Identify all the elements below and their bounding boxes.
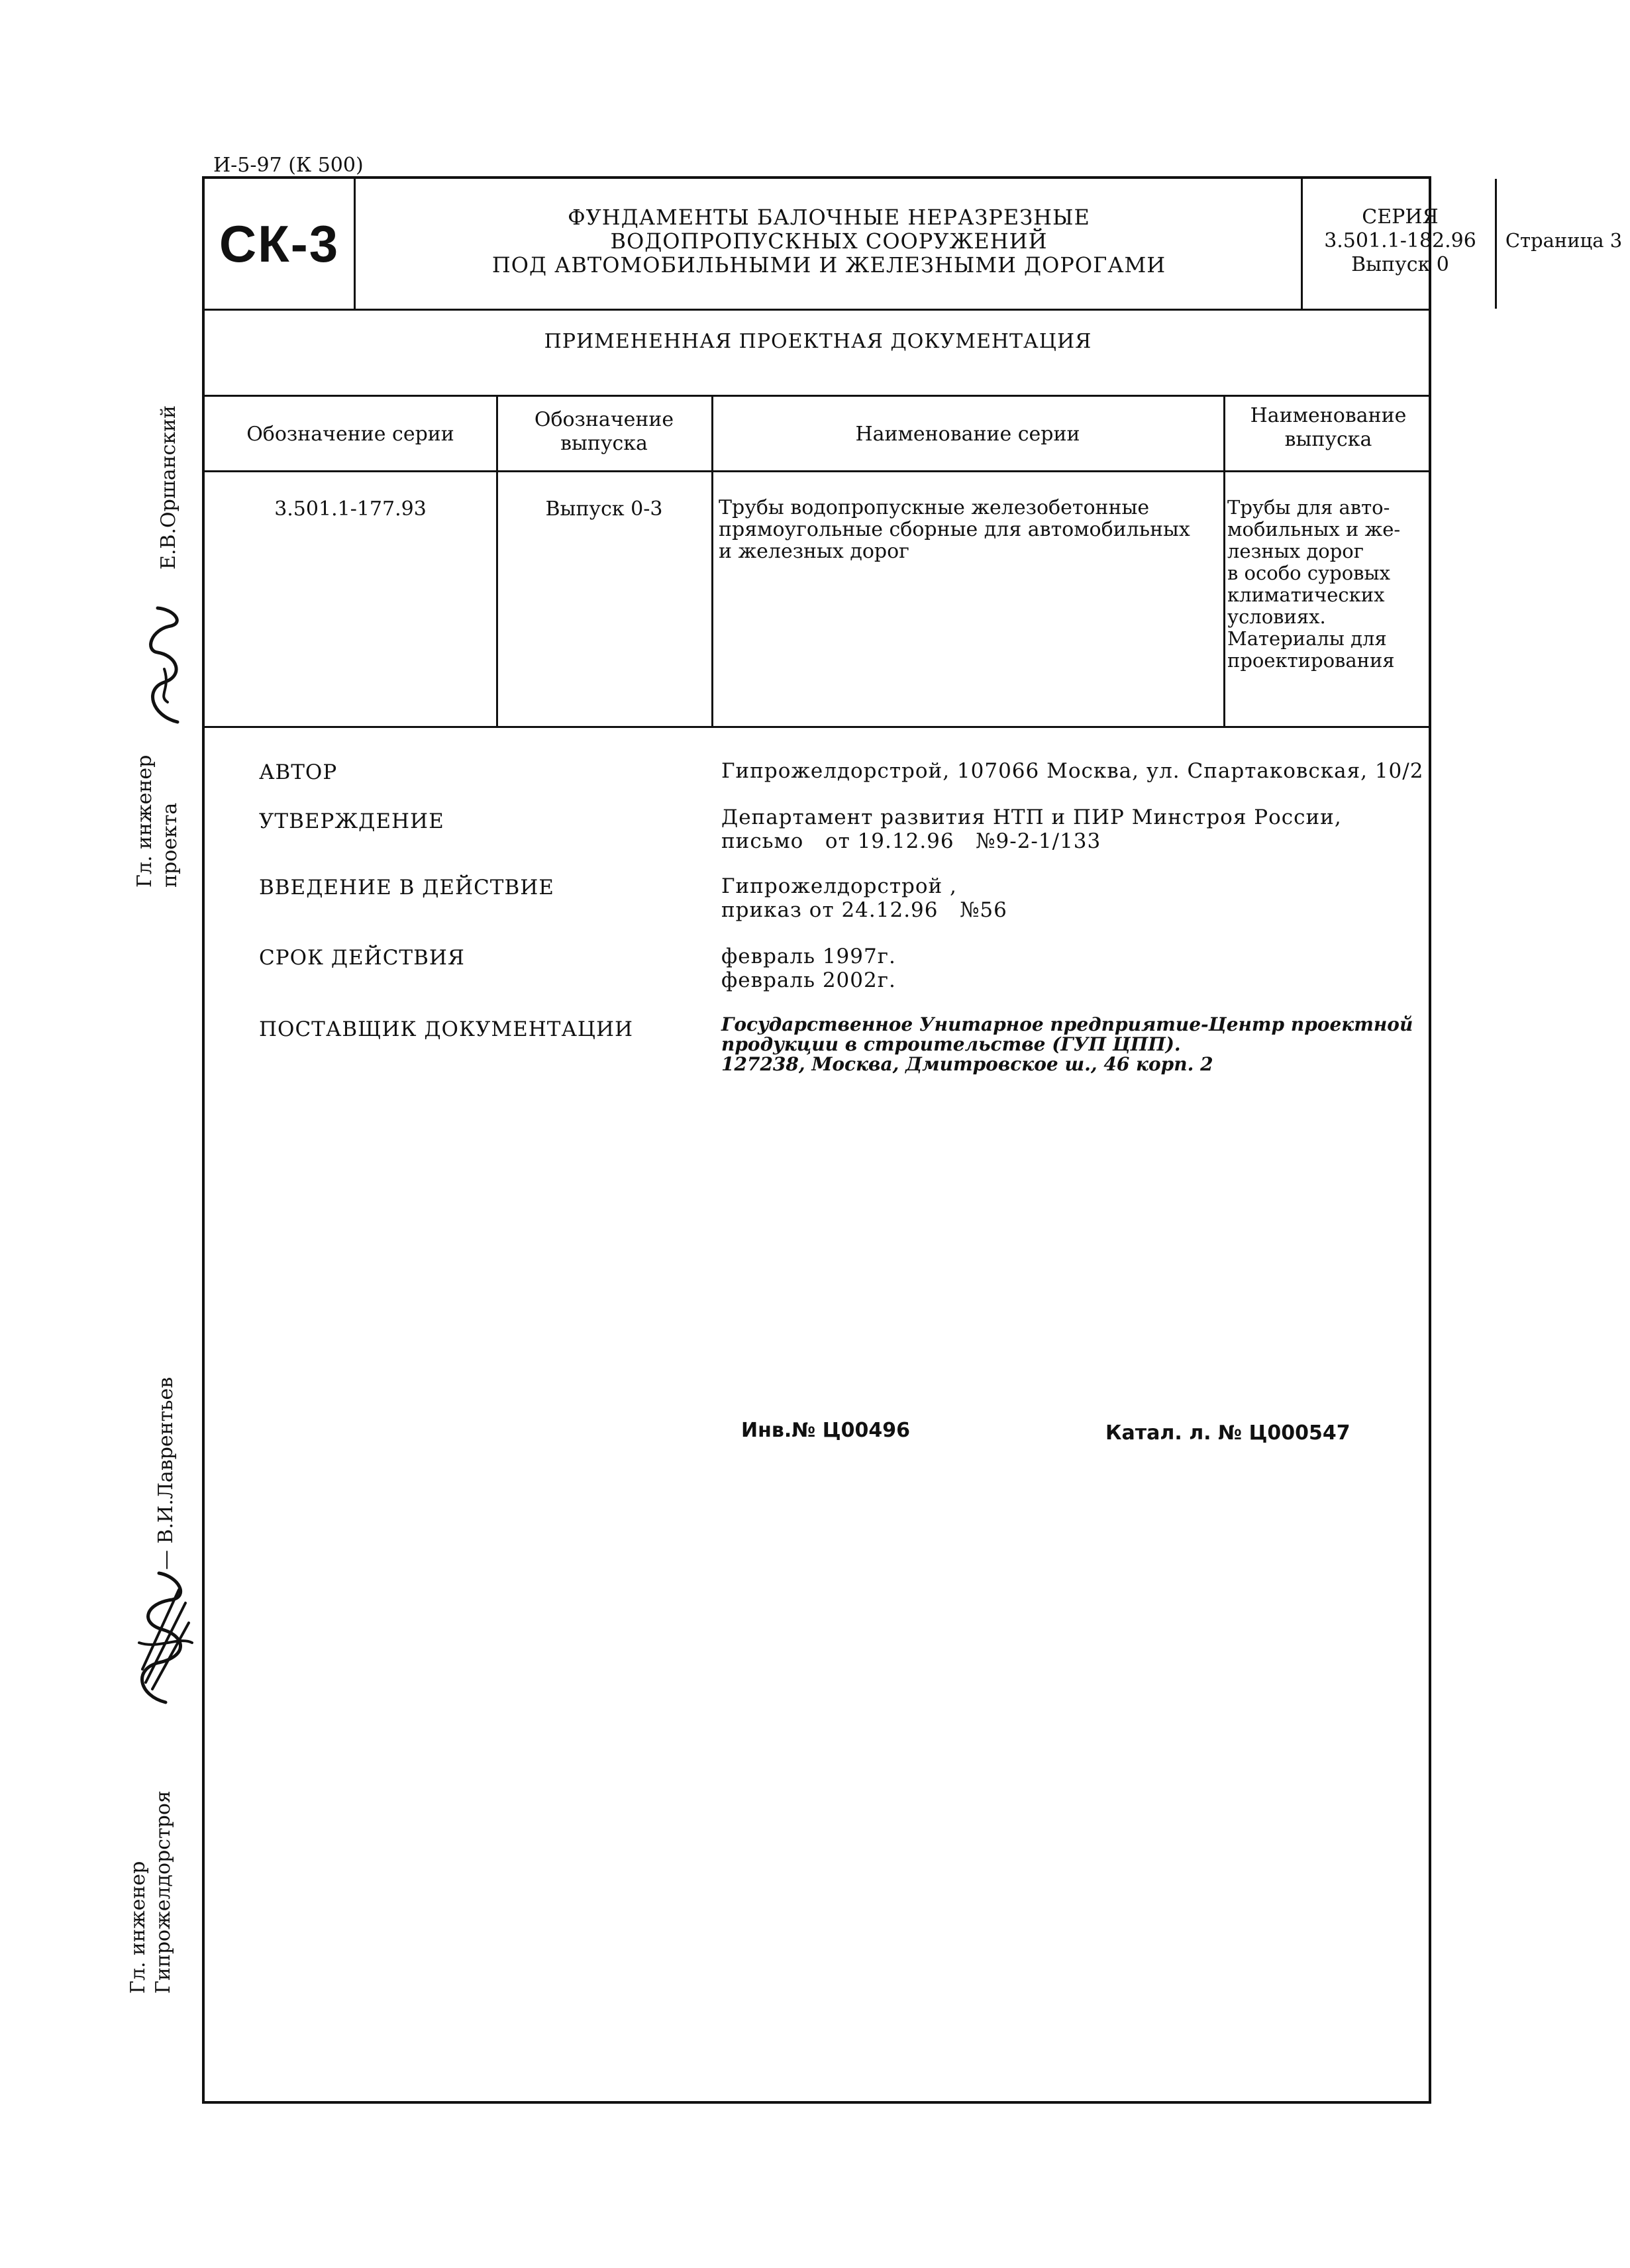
- issue-label: Выпуск 0: [1351, 253, 1449, 276]
- approval-line: Департамент развития НТП и ПИР Минстроя России,: [721, 805, 1342, 829]
- signature-top-mark: [138, 603, 191, 729]
- author-value: Гипрожелдорстрой, 107066 Москва, ул. Спартаковская, 10/2: [721, 759, 1424, 783]
- column-header-issue: [498, 408, 710, 456]
- signature-top-role-line: проекта: [158, 802, 181, 888]
- issue-name-line: климатических: [1227, 584, 1385, 606]
- term-line: февраль 2002г.: [721, 968, 896, 992]
- issue-name-line: мобильных и же-: [1227, 518, 1401, 541]
- document-code: И-5-97 (К 500): [213, 154, 364, 177]
- supplier-line: Государственное Унитарное предприятие-Центр проектной: [721, 1013, 1413, 1035]
- issue-name-line: Трубы для авто-: [1227, 496, 1390, 519]
- supplier-line: продукции в строительстве (ГУП ЦПП).: [721, 1033, 1181, 1055]
- stamp-code: СК-3: [219, 214, 340, 273]
- table-header-rule: [205, 470, 1431, 472]
- table-cell-series: 3.501.1-177.93: [274, 497, 427, 521]
- signature-top-role-line: Гл. инженер: [133, 754, 156, 888]
- issue-name-line: проектирования: [1227, 649, 1395, 672]
- column-header-series: Обозначение серии: [246, 423, 454, 446]
- column-header-issue-line: выпуска: [560, 432, 648, 455]
- table-cell-issue: Выпуск 0-3: [545, 497, 663, 521]
- header-divider: [1495, 179, 1497, 309]
- column-header-issue-name-line: Наименование: [1250, 404, 1407, 427]
- issue-name-line: в особо суровых: [1227, 562, 1390, 584]
- approval-value: [721, 805, 1342, 853]
- supplier-label: ПОСТАВЩИК ДОКУМЕНТАЦИИ: [259, 1017, 634, 1041]
- issue-name-line: условиях.: [1227, 605, 1326, 628]
- table-cell-series-name: [719, 497, 1222, 562]
- signature-bottom-role: [126, 1790, 176, 1994]
- document-title: [357, 205, 1301, 277]
- header-divider: [354, 179, 356, 309]
- supplier-value: [721, 1015, 1413, 1074]
- signature-mid-name: — В.И.Лаврентьев: [154, 1376, 178, 1570]
- table-bottom-rule: [205, 726, 1431, 728]
- enact-value: [721, 874, 1007, 922]
- enact-line: Гипрожелдорстрой ,: [721, 874, 957, 898]
- term-label: СРОК ДЕЙСТВИЯ: [259, 946, 465, 970]
- signature-mid-mark: [126, 1563, 199, 1709]
- section-title: ПРИМЕНЕННАЯ ПРОЕКТНАЯ ДОКУМЕНТАЦИЯ: [544, 330, 1092, 353]
- signature-top-role: [132, 755, 183, 888]
- series-name-line: Трубы водопропускные железобетонные: [719, 496, 1150, 519]
- series-name-line: прямоугольные сборные для автомобильных: [719, 518, 1190, 541]
- column-header-issue-name-line: выпуска: [1284, 428, 1372, 451]
- title-line: ВОДОПРОПУСКНЫХ СООРУЖЕНИЙ: [610, 229, 1048, 254]
- table-cell-issue-name: [1227, 497, 1430, 672]
- author-label: АВТОР: [259, 760, 338, 784]
- series-name-line: и железных дорог: [719, 540, 909, 563]
- enact-label: ВВЕДЕНИЕ В ДЕЙСТВИЕ: [259, 876, 554, 900]
- series-box: [1304, 205, 1496, 277]
- series-label: СЕРИЯ: [1362, 205, 1439, 229]
- signature-bottom-role-line: Гл. инженер: [127, 1861, 150, 1994]
- inventory-number: Инв.№ Ц00496: [741, 1419, 910, 1442]
- catalog-number: Катал. л. № Ц000547: [1105, 1421, 1350, 1445]
- title-line: ПОД АВТОМОБИЛЬНЫМИ И ЖЕЛЕЗНЫМИ ДОРОГАМИ: [491, 252, 1166, 278]
- supplier-line: 127238, Москва, Дмитровское ш., 46 корп. 2: [721, 1053, 1213, 1075]
- table-top-rule: [205, 395, 1431, 397]
- issue-name-line: Материалы для: [1227, 627, 1387, 650]
- series-number: 3.501.1-182.96: [1324, 229, 1476, 252]
- header-divider: [1301, 179, 1303, 309]
- column-header-series-name: Наименование серии: [855, 423, 1080, 446]
- approval-line: письмо от 19.12.96 №9-2-1/133: [721, 829, 1101, 853]
- signature-top-name: Е.В.Оршанский: [157, 405, 180, 570]
- column-header-issue-line: Обозначение: [534, 408, 674, 431]
- page-number: Страница 3: [1505, 229, 1623, 252]
- signature-bottom-role-line: Гипрожелдорстроя: [152, 1790, 175, 1994]
- term-value: [721, 945, 896, 992]
- approval-label: УТВЕРЖДЕНИЕ: [259, 809, 444, 833]
- enact-line: приказ от 24.12.96 №56: [721, 898, 1007, 922]
- document-frame: [202, 176, 1623, 2104]
- title-line: ФУНДАМЕНТЫ БАЛОЧНЫЕ НЕРАЗРЕЗНЫЕ: [568, 205, 1090, 230]
- issue-name-line: лезных дорог: [1227, 540, 1364, 562]
- header-bottom-rule: [205, 309, 1431, 311]
- term-line: февраль 1997г.: [721, 945, 896, 968]
- column-header-issue-name: [1225, 404, 1431, 452]
